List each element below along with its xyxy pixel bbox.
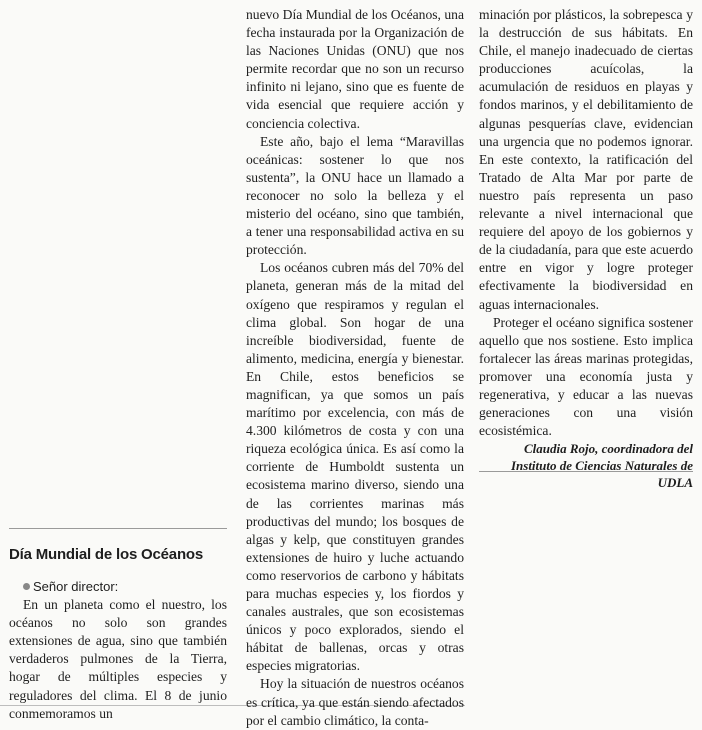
- bullet-icon: [23, 583, 30, 590]
- divider-left: [9, 528, 227, 529]
- paragraph-2: Este año, bajo el lema “Maravillas oceánicas: sostener lo que nos sustenta”, la ONU hace un llamado a reconocer no solo la belleza y el misterio del océano, sino que también, a tener una responsabilidad activa en su protección.: [246, 133, 464, 258]
- column-1: [9, 530, 227, 723]
- article-title: Día Mundial de los Océanos: [9, 546, 204, 563]
- signature: Claudia Rojo, coordinadora del Instituto de Ciencias Naturales de UDLA: [510, 441, 693, 491]
- paragraph-1: En un planeta como el nuestro, los océanos no solo son grandes extensiones de agua, sino que también verdaderos pulmones de la Tierra, hogar de múltiples especies y reguladores del clima. El 8 de junio conmemoramos un: [9, 597, 227, 721]
- paragraph-1-continued: nuevo Día Mundial de los Océanos, una fecha instaurada por la Organización de las Naciones Unidas (ONU) que nos permite recordar que no son un recurso infinito ni lejano, sino que es fuente de vida esencial que requiere acción y conciencia colectiva.: [246, 7, 464, 131]
- paragraph-3: Los océanos cubren más del 70% del planeta, generan más de la mitad del oxígeno que respiramos y regulan el clima global. Son hogar de una increíble biodiversidad, fuente de alimento, medicina, energía y bienestar. En Chile, estos beneficios se magnifican, ya que somos un país marítimo por excelencia, con más de 4.300 kilómetros de costa y con una riqueza ecológica única. Es así como la corriente de Humboldt sustenta un ecosistema marino diverso, siendo una de las corrientes marinas más productivas del mundo; los bosques de algas y kelp, que constituyen grandes extensiones de huiro y luche actuando como reservorios de carbono y hábitats para muchas especies y, los fiordos y canales australes, que son ecosistemas únicos y poco explorados, siendo el hábitat de ballenas, orcas y otras especies migratorias.: [246, 260, 464, 674]
- paragraph-5: Proteger el océano significa sostener aquello que nos sostiene. Esto implica fortalecer las áreas marinas protegidas, promover una economía justa y regenerativa, y educar a las nuevas generaciones con una visión ecosistémica.: [479, 314, 693, 439]
- column-3: [479, 6, 693, 491]
- paragraph-4-continued: minación por plásticos, la sobrepesca y la destrucción de sus hábitats. En Chile, el manejo inadecuado de ciertas producciones acuícolas, la acumulación de residuos en playas y fondos marinos, y el debilitamiento de algunas pesquerías clave, evidencian una urgencia que no podemos ignorar. En este contexto, la ratificación del Tratado de Alta Mar por parte de nuestro país representa un paso relevante a nivel internacional que requiere del apoyo de los gobiernos y de la ciudadanía, para que este acuerdo entre en vigor y logre proteger efectivamente la biodiversidad en aguas internacionales.: [479, 7, 693, 312]
- salutation: [9, 578, 227, 596]
- column-2: [246, 6, 464, 730]
- salutation-text: Señor director:: [33, 579, 119, 594]
- paragraph-4: Hoy la situación de nuestros océanos es crítica, ya que están siendo afectados por el cambio climático, la conta-: [246, 676, 464, 728]
